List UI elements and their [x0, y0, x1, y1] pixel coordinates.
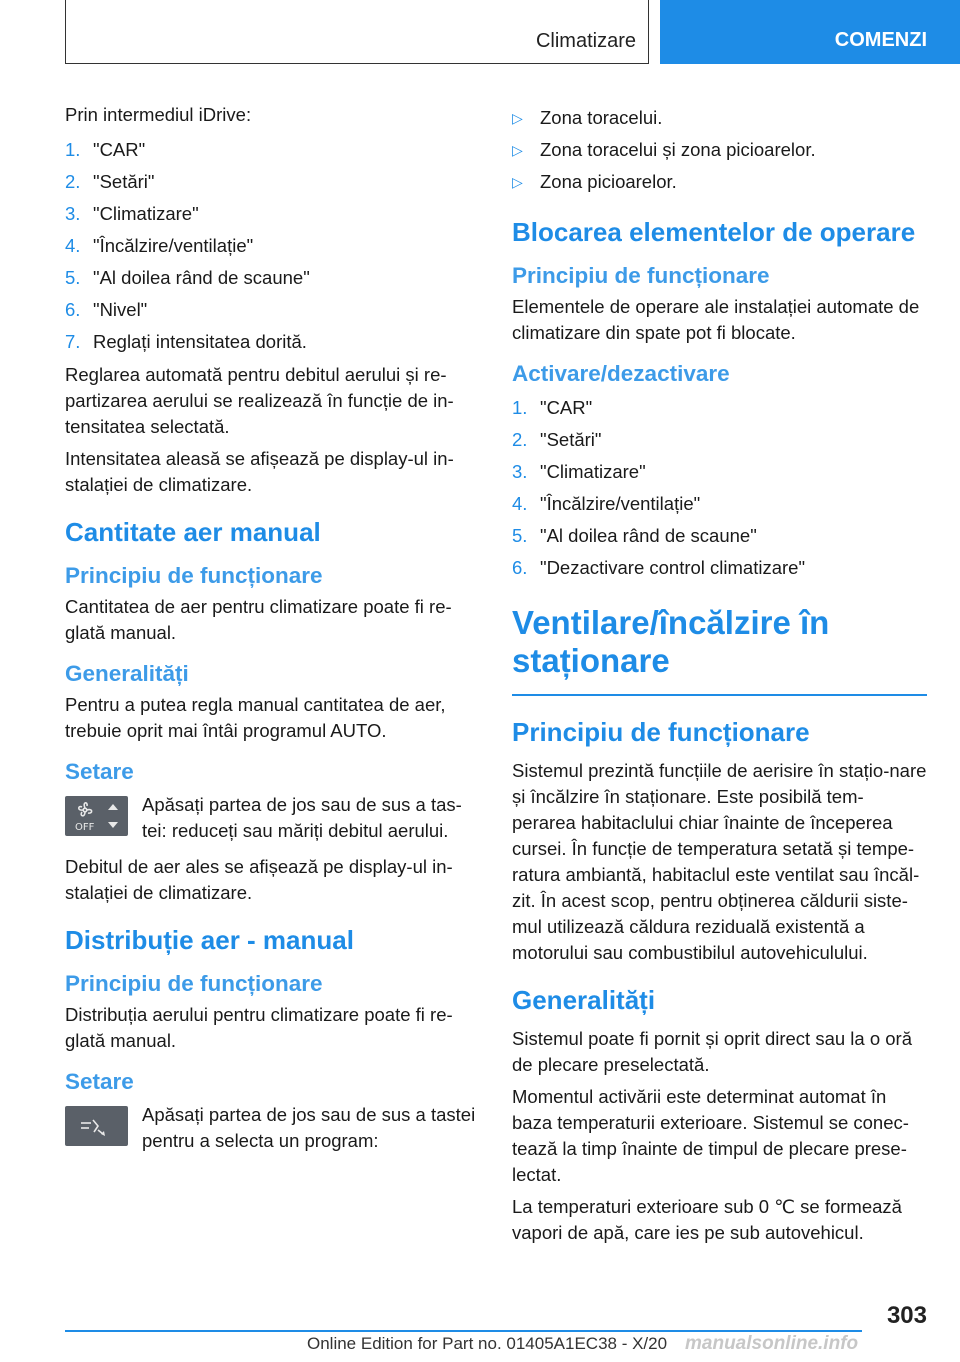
- heading-ventilare: Ventilare/încălzire în staționare: [512, 604, 830, 679]
- paragraph: Momentul activării este determinat automat în baza temperaturii exterioare. Sistemul se conec-tează la timp înainte de timpul de plecare prese-lectat.: [512, 1085, 909, 1185]
- list-item: 4. "Încălzire/ventilație": [65, 235, 254, 256]
- chapter-tab[interactable]: COMENZI: [660, 0, 960, 64]
- section-title: Climatizare: [535, 30, 636, 52]
- watermark-brand: manualsonline.info: [685, 1333, 859, 1354]
- heading-blocarea: Blocarea elementelor de operare: [512, 217, 916, 247]
- list-item: 3. "Climatizare": [65, 203, 199, 224]
- zones-list: [512, 102, 927, 198]
- subheading-setare: Setare: [65, 759, 134, 784]
- heading-generalitati: Generalități: [512, 984, 656, 1015]
- paragraph: Cantitatea de aer pentru climatizare poate fi re-glată manual.: [65, 596, 452, 643]
- list-item: 7. Reglați intensitatea dorită.: [65, 331, 307, 352]
- paragraph: Distribuția aerului pentru climatizare poate fi re-glată manual.: [65, 1004, 453, 1051]
- svg-text:OFF: OFF: [75, 822, 95, 833]
- page-number: 303: [886, 1302, 927, 1329]
- list-item: ▷ Zona picioarelor.: [512, 166, 927, 198]
- distribution-button-row: [65, 1102, 480, 1154]
- list-item: 5. "Al doilea rând de scaune": [65, 267, 310, 288]
- list-item: 2. "Setări": [65, 171, 155, 192]
- list-item: 3. "Climatizare": [512, 461, 646, 482]
- heading-rule: [512, 694, 927, 696]
- steps-list-dezactivare: [512, 392, 927, 584]
- fan-button-icon: [65, 796, 128, 836]
- heading-distributie: Distribuție aer - manual: [65, 925, 354, 955]
- distribution-button-text: Apăsați partea de jos sau de sus a tastei pentru a selecta un program:: [142, 1104, 476, 1151]
- subheading-principiu: Principiu de funcționare: [512, 263, 770, 288]
- subheading-generalitati: Generalități: [65, 661, 189, 686]
- edition-text: Online Edition for Part no. 01405A1EC38 - X/20: [307, 1334, 668, 1353]
- list-item: 6. "Nivel": [65, 299, 148, 320]
- fan-button-text: Apăsați partea de jos sau de sus a tas-tei: reduceți sau măriți debitul aerului.: [142, 794, 462, 841]
- paragraph: La temperaturi exterioare sub 0 ℃ se formează vapori de apă, care ies pe sub autovehicul.: [512, 1195, 902, 1243]
- paragraph: Reglarea automată pentru debitul aerului și re-partizarea aerului se realizează în funcție de in-tensitatea selectată.: [65, 364, 454, 437]
- intro-text: Prin intermediul iDrive:: [65, 104, 252, 125]
- heading-principiu-ventilare: Principiu de funcționare: [512, 716, 810, 747]
- fan-button-row: [65, 792, 480, 844]
- paragraph: Intensitatea aleasă se afișează pe display-ul in-stalației de climatizare.: [65, 448, 454, 495]
- list-item: 5. "Al doilea rând de scaune": [512, 525, 757, 546]
- paragraph: Sistemul prezintă funcțiile de aerisire în stațio-nare și încălzire în staționare. Este posibilă tem-perarea habitaclului chiar înainte de începerea cursei. În funcție de temperatura setată și tempe-ratura ambiantă, habitaclul este ventilat sau încăl-zit. În acest scop, pentru obținerea căldurii siste-mul utilizează căldura reziduală existentă a motorului sau combustibilul autovehiculului.: [512, 759, 927, 963]
- header-box: [65, 0, 649, 64]
- left-column: [65, 102, 480, 1164]
- subheading-principiu: Principiu de funcționare: [65, 563, 323, 588]
- paragraph: Pentru a putea regla manual cantitatea de aer, trebuie oprit mai întâi programul AUTO.: [65, 694, 446, 741]
- list-item: 1. "CAR": [65, 139, 146, 160]
- triangle-bullet-icon: ▷: [512, 110, 523, 126]
- triangle-bullet-icon: ▷: [512, 142, 523, 158]
- list-item: ▷ Zona toracelui și zona picioarelor.: [512, 134, 927, 166]
- subheading-setare: Setare: [65, 1069, 134, 1094]
- triangle-bullet-icon: ▷: [512, 174, 523, 190]
- paragraph: Debitul de aer ales se afișează pe display-ul in-stalației de climatizare.: [65, 856, 453, 903]
- right-column: [512, 102, 927, 1252]
- list-item: 2. "Setări": [512, 429, 602, 450]
- steps-list-nivel: [65, 134, 480, 358]
- paragraph: Sistemul poate fi pornit și oprit direct sau la o oră de plecare preselectată.: [512, 1027, 912, 1075]
- paragraph: Elementele de operare ale instalației automate de climatizare din spate pot fi blocate.: [512, 296, 920, 343]
- footer-rule: [65, 1330, 862, 1332]
- subheading-principiu: Principiu de funcționare: [65, 971, 323, 996]
- list-item: 1. "CAR": [512, 397, 593, 418]
- list-item: ▷ Zona toracelui.: [512, 102, 927, 134]
- list-item: 6. "Dezactivare control climatizare": [512, 557, 806, 578]
- air-distribution-icon: [65, 1106, 128, 1146]
- subheading-activare: Activare/dezactivare: [512, 361, 730, 386]
- list-item: 4. "Încălzire/ventilație": [512, 493, 701, 514]
- heading-cantitate: Cantitate aer manual: [65, 517, 321, 547]
